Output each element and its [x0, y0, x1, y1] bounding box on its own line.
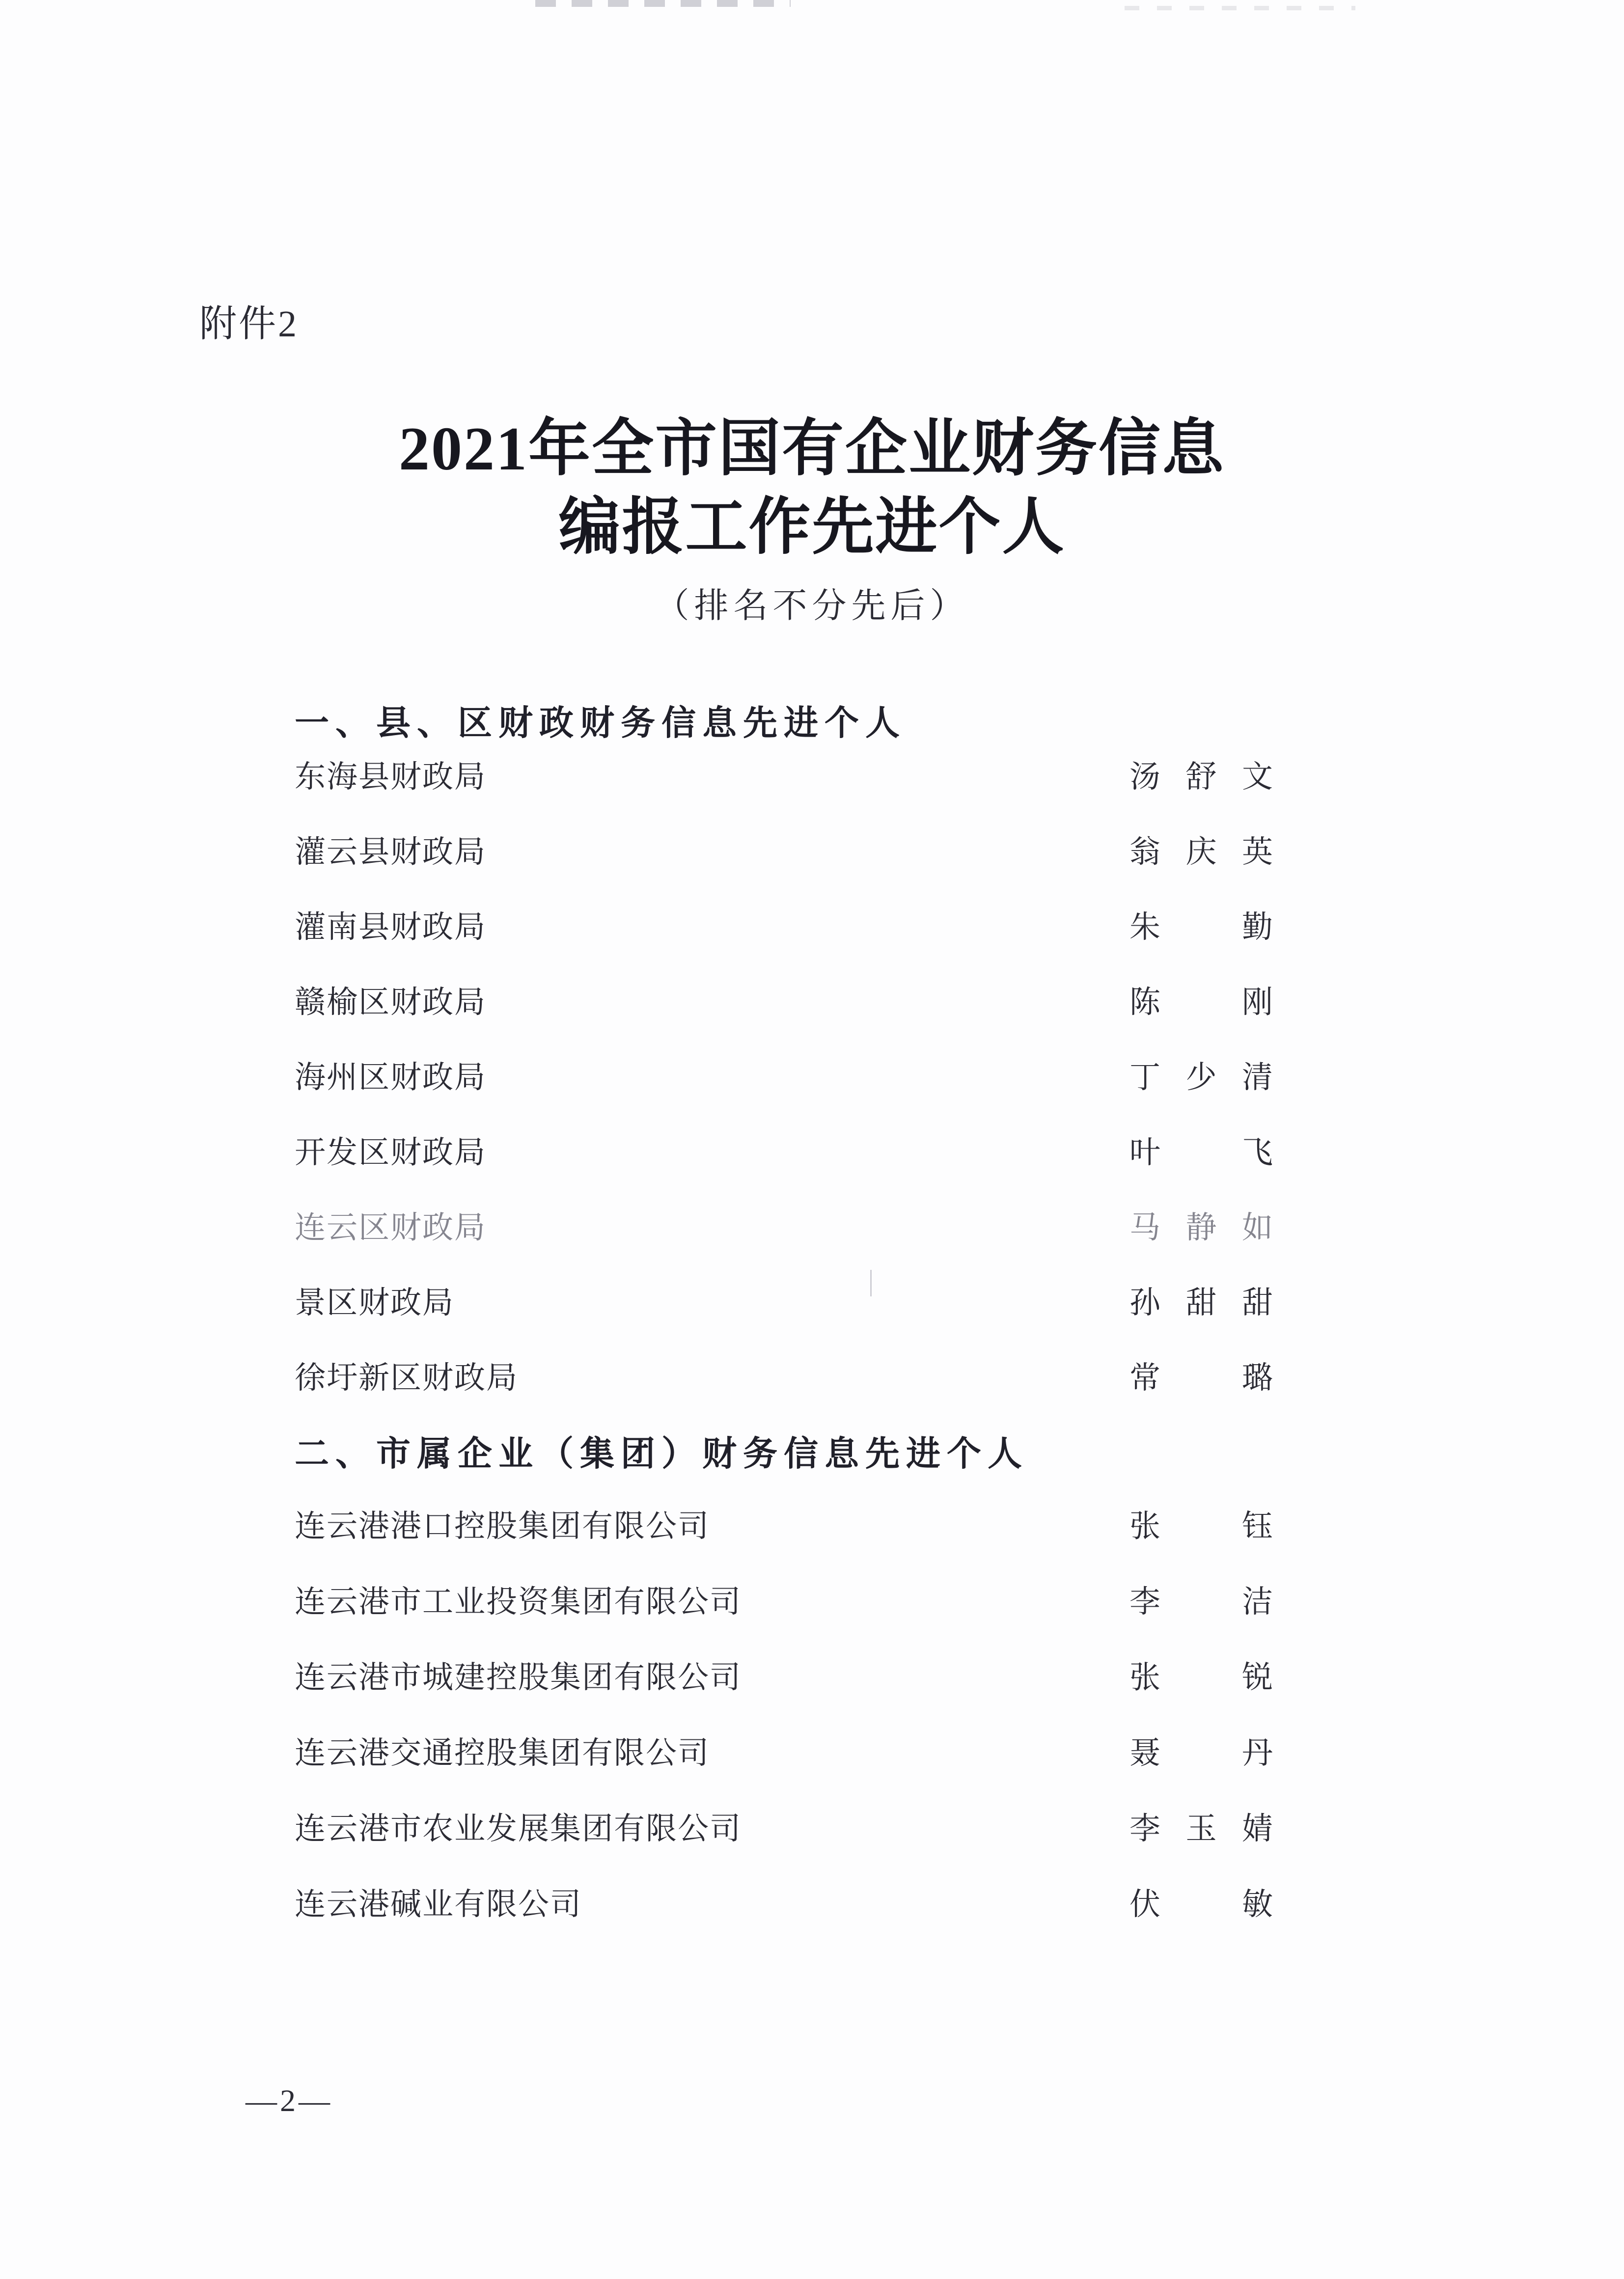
person-name: 孙甜甜 [1129, 1286, 1273, 1320]
roster-row [295, 756, 1273, 797]
roster-row [295, 1207, 1273, 1248]
organization-name: 海州区财政局 [295, 1060, 486, 1095]
organization-name: 灌南县财政局 [295, 910, 486, 944]
person-name: 伏 敏 [1129, 1887, 1273, 1922]
organization-name: 景区财政局 [295, 1286, 454, 1320]
roster-row [295, 1057, 1273, 1098]
roster-row [295, 1132, 1273, 1173]
scan-artifact-top-left [535, 0, 791, 7]
person-name: 翁庆英 [1129, 835, 1273, 869]
organization-name: 连云港交通控股集团有限公司 [295, 1736, 710, 1770]
organization-name: 连云港市工业投资集团有限公司 [295, 1585, 742, 1619]
organization-name: 连云区财政局 [295, 1210, 486, 1245]
organization-name: 徐圩新区财政局 [295, 1361, 518, 1395]
person-name: 陈 刚 [1129, 985, 1273, 1019]
organization-name: 连云港市城建控股集团有限公司 [295, 1660, 742, 1695]
person-name: 马静如 [1129, 1210, 1273, 1245]
organization-name: 赣榆区财政局 [295, 985, 486, 1019]
attachment-label: 附件2 [199, 303, 299, 345]
title-line-2: 编报工作先进个人 [558, 494, 1066, 562]
person-name: 汤舒文 [1129, 760, 1273, 794]
person-name: 李 洁 [1129, 1585, 1273, 1619]
roster-row [295, 1732, 1273, 1774]
scan-artifact-vertical-line [870, 1270, 872, 1296]
roster-row [295, 1657, 1273, 1698]
roster-row [295, 1581, 1273, 1622]
section-heading: 一、县、区财政财务信息先进个人 [295, 704, 906, 742]
organization-name: 东海县财政局 [295, 760, 486, 794]
person-name: 李玉婧 [1129, 1812, 1273, 1846]
roster-row [295, 1808, 1273, 1849]
person-name: 张 钰 [1129, 1509, 1273, 1543]
roster-row [295, 831, 1273, 873]
roster-row [295, 1884, 1273, 1925]
title-line-1: 2021年全市国有企业财务信息 [399, 415, 1225, 483]
organization-name: 灌云县财政局 [295, 835, 486, 869]
page-number: —2— [246, 2083, 333, 2118]
person-name: 聂 丹 [1129, 1736, 1273, 1770]
organization-name: 连云港港口控股集团有限公司 [295, 1509, 710, 1543]
person-name: 叶 飞 [1129, 1135, 1273, 1170]
organization-name: 连云港碱业有限公司 [295, 1887, 582, 1922]
roster-row [295, 982, 1273, 1023]
roster-row [295, 1282, 1273, 1323]
section-heading: 二、市属企业（集团）财务信息先进个人 [295, 1434, 1028, 1473]
document-title [0, 410, 1624, 567]
person-name: 朱 勤 [1129, 910, 1273, 944]
person-name: 常 璐 [1129, 1361, 1273, 1395]
roster-row [295, 1506, 1273, 1547]
person-name: 张 锐 [1129, 1660, 1273, 1695]
scan-artifact-top-right [1125, 6, 1355, 10]
roster-row [295, 906, 1273, 948]
organization-name: 开发区财政局 [295, 1135, 486, 1170]
person-name: 丁少清 [1129, 1060, 1273, 1095]
organization-name: 连云港市农业发展集团有限公司 [295, 1812, 742, 1846]
roster-row [295, 1357, 1273, 1399]
document-subtitle: （排名不分先后） [655, 587, 969, 625]
